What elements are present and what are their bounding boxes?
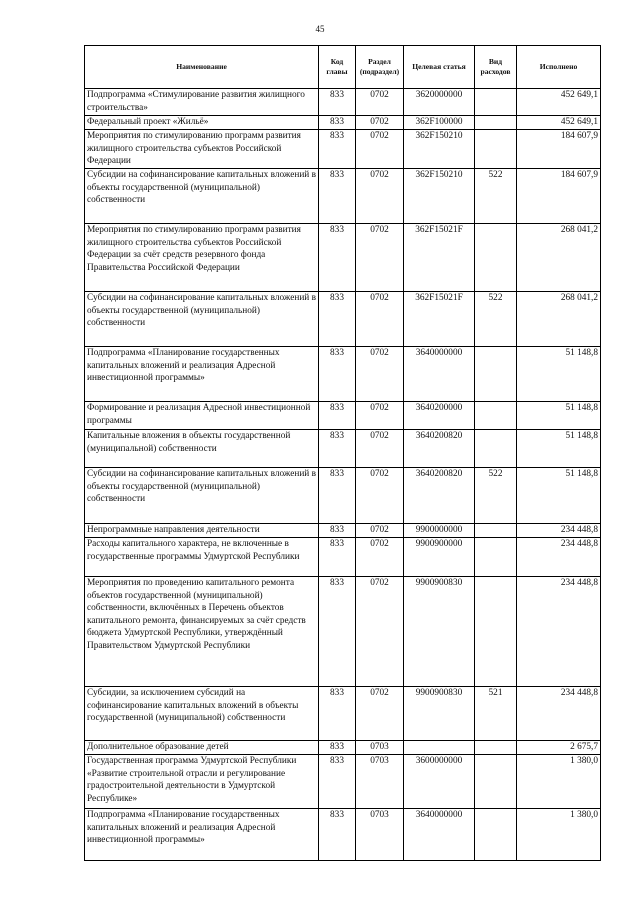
cell-code: 833 [319,755,356,809]
table-row [85,538,601,577]
cell-section: 0703 [356,809,404,861]
cell-expense-type [475,809,517,861]
cell-name: Подпрограмма «Планирование государственных капитальных вложений и реализация Адресной инвестиционной программы» [85,347,319,402]
cell-expense-type: 521 [475,687,517,741]
cell-expense-type: 522 [475,169,517,224]
cell-target-item: 3640200820 [404,430,475,468]
cell-target-item: 3600000000 [404,755,475,809]
cell-expense-type [475,755,517,809]
cell-section: 0702 [356,577,404,687]
cell-target-item [404,741,475,755]
table-header-row [85,46,601,89]
table-row [85,224,601,292]
cell-expense-type: 522 [475,468,517,524]
cell-expense-type [475,116,517,130]
table-row [85,524,601,538]
cell-executed: 452 649,1 [517,116,601,130]
header-section: Раздел (подраздел) [356,46,404,89]
header-expense-type: Вид расходов [475,46,517,89]
cell-name: Мероприятия по стимулированию программ развития жилищного строительства субъектов Российской Федерации за счёт средств резервного фонда Правительства Российской Федерации [85,224,319,292]
cell-executed: 2 675,7 [517,741,601,755]
page-number: 45 [315,24,325,34]
cell-executed: 268 041,2 [517,292,601,347]
cell-name: Расходы капитального характера, не включенные в государственные программы Удмуртской Республики [85,538,319,577]
cell-section: 0702 [356,687,404,741]
cell-executed: 51 148,8 [517,430,601,468]
cell-code: 833 [319,430,356,468]
cell-executed: 234 448,8 [517,538,601,577]
cell-name: Субсидии, за исключением субсидий на софинансирование капитальных вложений в объекты государственной (муниципальной) собственности [85,687,319,741]
table-row [85,89,601,116]
table-row [85,402,601,430]
cell-name: Подпрограмма «Стимулирование развития жилищного строительства» [85,89,319,116]
cell-target-item: 9900900830 [404,687,475,741]
cell-target-item: 9900900830 [404,577,475,687]
cell-expense-type [475,741,517,755]
cell-section: 0702 [356,130,404,169]
cell-expense-type [475,524,517,538]
cell-target-item: 362F15021F [404,224,475,292]
cell-target-item: 3640200820 [404,468,475,524]
cell-executed: 1 380,0 [517,755,601,809]
header-code: Код главы [319,46,356,89]
cell-target-item: 362F15021F [404,292,475,347]
header-name: Наименование [85,46,319,89]
table-row [85,169,601,224]
table-row [85,468,601,524]
cell-expense-type [475,538,517,577]
header-executed: Исполнено [517,46,601,89]
cell-name: Мероприятия по стимулированию программ развития жилищного строительства субъектов Российской Федерации [85,130,319,169]
cell-section: 0702 [356,430,404,468]
cell-executed: 184 607,9 [517,169,601,224]
cell-target-item: 3640000000 [404,347,475,402]
cell-executed: 51 148,8 [517,347,601,402]
cell-expense-type: 522 [475,292,517,347]
table-row [85,741,601,755]
cell-executed: 184 607,9 [517,130,601,169]
cell-executed: 51 148,8 [517,402,601,430]
cell-code: 833 [319,116,356,130]
cell-target-item: 362F100000 [404,116,475,130]
cell-code: 833 [319,687,356,741]
cell-expense-type [475,224,517,292]
cell-section: 0702 [356,292,404,347]
table-row [85,116,601,130]
budget-table [84,45,601,861]
cell-name: Капитальные вложения в объекты государственной (муниципальной) собственности [85,430,319,468]
cell-code: 833 [319,347,356,402]
cell-name: Субсидии на софинансирование капитальных вложений в объекты государственной (муниципальной) собственности [85,468,319,524]
table-row [85,292,601,347]
cell-section: 0702 [356,468,404,524]
cell-executed: 234 448,8 [517,577,601,687]
cell-section: 0702 [356,116,404,130]
cell-name: Федеральный проект «Жильё» [85,116,319,130]
cell-code: 833 [319,169,356,224]
table-row [85,347,601,402]
cell-code: 833 [319,292,356,347]
cell-executed: 51 148,8 [517,468,601,524]
table-row [85,809,601,861]
cell-name: Государственная программа Удмуртской Республики «Развитие строительной отрасли и регулирование градостроительной деятельности в Удмуртской Республике» [85,755,319,809]
cell-code: 833 [319,224,356,292]
cell-target-item: 3620000000 [404,89,475,116]
cell-section: 0702 [356,169,404,224]
cell-expense-type [475,89,517,116]
cell-target-item: 9900000000 [404,524,475,538]
cell-code: 833 [319,577,356,687]
cell-section: 0702 [356,347,404,402]
cell-executed: 268 041,2 [517,224,601,292]
cell-executed: 452 649,1 [517,89,601,116]
cell-code: 833 [319,402,356,430]
table-row [85,130,601,169]
cell-name: Мероприятия по проведению капитального ремонта объектов государственной (муниципальной) собственности, включённых в Перечень объектов капитального ремонта, финансируемых за счёт средств бюджета Удмуртской Республики, утверждённый Правительством Удмуртской Республики [85,577,319,687]
cell-name: Субсидии на софинансирование капитальных вложений в объекты государственной (муниципальной) собственности [85,292,319,347]
cell-section: 0702 [356,224,404,292]
cell-expense-type [475,402,517,430]
cell-code: 833 [319,89,356,116]
cell-code: 833 [319,130,356,169]
cell-name: Субсидии на софинансирование капитальных вложений в объекты государственной (муниципальной) собственности [85,169,319,224]
table-row [85,755,601,809]
cell-section: 0703 [356,741,404,755]
cell-section: 0702 [356,524,404,538]
cell-name: Подпрограмма «Планирование государственных капитальных вложений и реализация Адресной инвестиционной программы» [85,809,319,861]
cell-expense-type [475,347,517,402]
cell-name: Формирование и реализация Адресной инвестиционной программы [85,402,319,430]
cell-target-item: 362F150210 [404,169,475,224]
cell-section: 0703 [356,755,404,809]
table-row [85,687,601,741]
cell-section: 0702 [356,538,404,577]
cell-code: 833 [319,524,356,538]
cell-section: 0702 [356,89,404,116]
cell-target-item: 3640200000 [404,402,475,430]
table-row [85,577,601,687]
table-row [85,430,601,468]
cell-code: 833 [319,538,356,577]
cell-expense-type [475,130,517,169]
cell-expense-type [475,430,517,468]
cell-executed: 234 448,8 [517,687,601,741]
cell-section: 0702 [356,402,404,430]
cell-code: 833 [319,468,356,524]
cell-target-item: 362F150210 [404,130,475,169]
cell-name: Дополнительное образование детей [85,741,319,755]
cell-code: 833 [319,809,356,861]
header-target-item: Целевая статья [404,46,475,89]
cell-target-item: 3640000000 [404,809,475,861]
cell-executed: 1 380,0 [517,809,601,861]
cell-expense-type [475,577,517,687]
cell-target-item: 9900900000 [404,538,475,577]
cell-executed: 234 448,8 [517,524,601,538]
cell-code: 833 [319,741,356,755]
cell-name: Непрограммные направления деятельности [85,524,319,538]
